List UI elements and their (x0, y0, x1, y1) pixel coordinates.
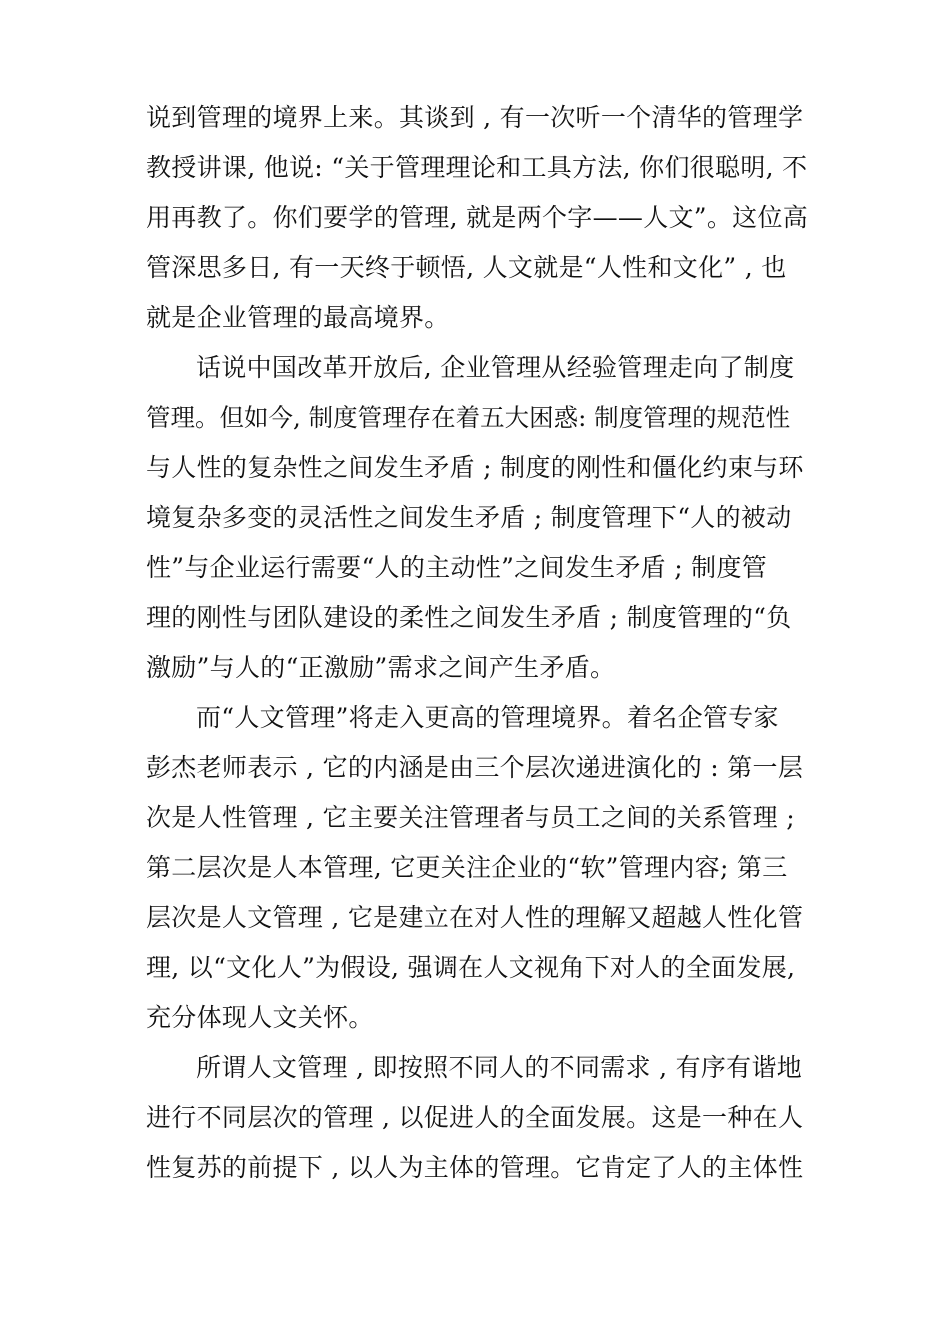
text-line: 第二层次是人本管理, 它更关注企业的“软”管理内容; 第三 (146, 853, 788, 882)
text-line: 说到管理的境界上来。其谈到 , 有一次听一个清华的管理学 (146, 103, 804, 132)
text-line: 管深思多日, 有一天终于顿悟, 人文就是“人性和文化” , 也 (146, 253, 787, 282)
text-line: 彭杰老师表示 , 它的内涵是由三个层次递进演化的 : 第一层 (146, 753, 804, 782)
text-line: 用再教了。你们要学的管理, 就是两个字——人文”。这位高 (146, 203, 809, 232)
text-line: 所谓人文管理 , 即按照不同人的不同需求 , 有序有谐地 (196, 1053, 803, 1082)
text-line: 激励”与人的“正激励”需求之间产生矛盾。 (146, 653, 616, 682)
text-line: 话说中国改革开放后, 企业管理从经验管理走向了制度 (196, 353, 795, 382)
text-line: 充分体现人文关怀。 (146, 1003, 374, 1032)
text-line: 理的刚性与团队建设的柔性之间发生矛盾 ; 制度管理的“负 (146, 603, 792, 632)
text-line: 性复苏的前提下 , 以人为主体的管理。它肯定了人的主体性 (146, 1153, 804, 1182)
text-line: 与人性的复杂性之间发生矛盾 ; 制度的刚性和僵化约束与环 (146, 453, 804, 482)
text-line: 而“人文管理”将走入更高的管理境界。着名企管专家 (196, 703, 779, 732)
text-line: 层次是人文管理 , 它是建立在对人性的理解又超越人性化管 (146, 903, 804, 932)
text-line: 性”与企业运行需要“人的主动性”之间发生矛盾 ; 制度管 (146, 553, 768, 582)
text-line: 管理。但如今, 制度管理存在着五大困惑: 制度管理的规范性 (146, 403, 791, 432)
text-line: 次是人性管理 , 它主要关注管理者与员工之间的关系管理 ; (146, 803, 795, 832)
text-line: 就是企业管理的最高境界。 (146, 303, 450, 332)
text-line: 进行不同层次的管理 , 以促进人的全面发展。这是一种在人 (146, 1103, 804, 1132)
text-line: 理, 以“文化人”为假设, 强调在人文视角下对人的全面发展, (146, 953, 796, 982)
text-line: 教授讲课, 他说: “关于管理理论和工具方法, 你们很聪明, 不 (146, 153, 808, 182)
text-line: 境复杂多变的灵活性之间发生矛盾 ; 制度管理下“人的被动 (146, 503, 792, 532)
